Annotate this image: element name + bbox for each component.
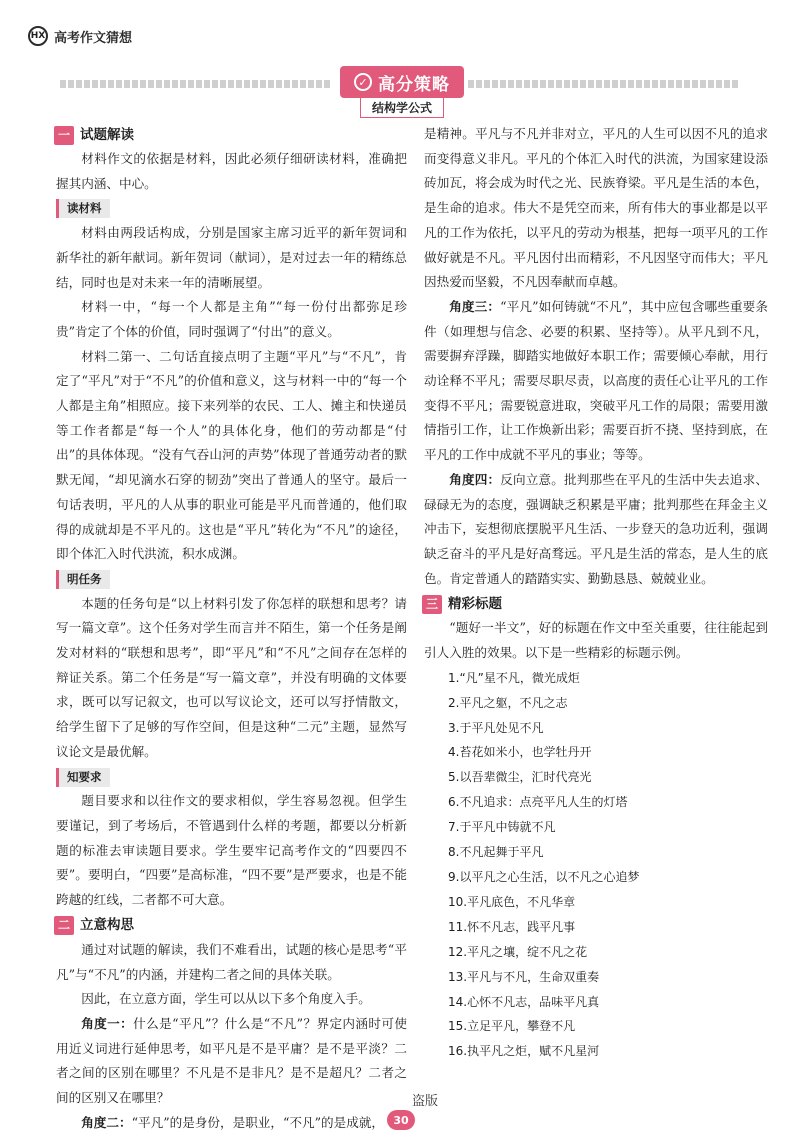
title-item: 15.立足平凡，攀登不凡 (448, 1019, 576, 1034)
paragraph: “题好一半文”，好的标题在作文中至关重要，往往能起到引人入胜的效果。以下是一些精彩的标题示例。 (424, 620, 768, 661)
angle-text: 什么是“平凡”？什么是“不凡”？界定内涵时可使用近义词进行延伸思考，如平凡是不是平庸？是不是平淡？二者之间的区别在哪里？不凡是不是非凡？是不是超凡？二者之间的区别又在哪里？ (56, 1015, 407, 1106)
banner-subtitle: 结构学公式 (360, 98, 444, 118)
title-item: 9.以平凡之心生活，以不凡之心追梦 (448, 870, 640, 885)
brand-logo: HX (28, 26, 48, 46)
title-item: 7.于平凡中铸就不凡 (448, 820, 556, 835)
paragraph: 材料作文的依据是材料，因此必须仔细研读材料，准确把握其内涵、中心。 (56, 151, 407, 191)
title-item: 6.不凡追求：点亮平凡人生的灯塔 (448, 795, 628, 810)
paragraph: 本题的任务句是“以上材料引发了你怎样的联想和思考？请写一篇文章”。这个任务对学生而言并不陌生，第一个任务是阐发对材料的“联想和思考”，即“平凡”和“不凡”之间存在怎样的辩证关系。第二个任务是“写一篇文章”，并没有明确的文体要求，既可以写记叙文，也可以写议论文，还可以写抒情散文，给学生留下了足够的写作空间，但是这种“二元”主题，显然写议论文是最优解。 (56, 595, 407, 759)
right-column (424, 122, 768, 1064)
section-number: 二 (54, 916, 74, 935)
paragraph: 材料由两段话构成，分别是国家主席习近平的新年贺词和新华社的新年献词。新年贺词（献词），是对过去一年的精练总结，同时也是对未来一年的清晰展望。 (56, 225, 407, 290)
section-heading-3 (422, 593, 768, 615)
book-title: 高考作文猜想 (54, 30, 133, 46)
title-item: 10.平凡底色，不凡华章 (448, 894, 576, 909)
title-item: 5.以吾辈微尘，汇时代亮光 (448, 770, 592, 785)
title-item: 16.执平凡之炬，赋不凡星河 (448, 1044, 600, 1059)
angle-paragraph (56, 1111, 407, 1136)
left-column (56, 122, 407, 1135)
angle-lead: 角度四： (449, 471, 501, 487)
title-item: 1.“凡”星不凡，微光成炬 (448, 670, 580, 685)
banner-divider-right (468, 80, 740, 88)
check-circle-icon: ✓ (354, 73, 372, 91)
section-heading-1 (54, 124, 407, 146)
watermark-stamp: 盗版 (412, 1094, 439, 1109)
paragraph: 是精神。平凡与不凡并非对立，平凡的人生可以因不凡的追求而变得意义非凡。平凡的个体汇入时代的洪流，为国家建设添砖加瓦，将会成为时代之光、民族脊梁。平凡是生活的本色，是生命的追求。伟大不是凭空而来，所有伟大的事业都是以平凡的工作为依托，以平凡的劳动为根基，把每一项平凡的工作做好就是不凡。平凡因付出而精彩，不凡因坚守而伟大；平凡因热爱而坚毅，不凡因奉献而卓越。 (424, 126, 768, 290)
paragraph: 因此，在立意方面，学生可以从以下多个角度入手。 (81, 991, 371, 1007)
section-heading-2 (54, 915, 407, 937)
title-item: 4.苔花如米小，也学牡丹开 (448, 745, 592, 760)
sub-tag-material: 读材料 (56, 199, 110, 218)
page-header (28, 26, 132, 46)
paragraph: 题目要求和以往作文的要求相似，学生容易忽视。但学生要谨记，到了考场后，不管遇到什么样的考题，都要以分析新题的标准去审读题目要求。学生要牢记高考作文的“四要四不要”。要明白，“四要”是高标准，“四不要”是严要求，也是不能跨越的红线，二者都不可大意。 (56, 793, 407, 908)
sub-tag-task: 明任务 (56, 570, 110, 589)
angle-lead: 角度二： (81, 1114, 132, 1130)
title-item: 13.平凡与不凡，生命双重奏 (448, 969, 600, 984)
page-number: 30 (387, 1110, 415, 1130)
section-number: 一 (54, 126, 74, 145)
section-number: 三 (422, 595, 442, 614)
angle-text: “平凡”的是身份，是职业，“不凡”的是成就， (131, 1114, 385, 1130)
banner (340, 66, 464, 98)
section-title: 精彩标题 (448, 596, 502, 613)
sub-tag-requirement: 知要求 (56, 768, 110, 787)
title-list (424, 666, 768, 1065)
paragraph: 通过对试题的解读，我们不难看出，试题的核心是思考“平凡”与“不凡”的内涵，并建构二者之间的具体关联。 (56, 941, 407, 982)
section-title: 试题解读 (80, 126, 134, 143)
title-item: 12.平凡之壤，绽不凡之花 (448, 944, 588, 959)
title-item: 11.怀不凡志，践平凡事 (448, 919, 576, 934)
angle-text: 反向立意。批判那些在平凡的生活中失去追求、碌碌无为的态度，强调缺乏积累是平庸；批判那些在拜金主义冲击下，妄想彻底摆脱平凡生活、一步登天的急功近利，强调缺乏奋斗的平凡是好高骛远。平凡是生活的常态，是人生的底色。肯定普通人的踏踏实实、勤勤恳恳、兢兢业业。 (424, 471, 769, 586)
angle-paragraph (424, 468, 768, 592)
title-item: 14.心怀不凡志，品味平凡真 (448, 994, 600, 1009)
section-title: 立意构思 (80, 917, 134, 934)
angle-paragraph (424, 295, 768, 468)
paragraph: 材料二第一、二句话直接点明了主题“平凡”与“不凡”，肯定了“平凡”对于“不凡”的价值和意义，这与材料一中的“每一个人都是主角”相照应。接下来列举的农民、工人、摊主和快递员等工作者都是“每一个人”的具体化身，他们的劳动都是“付出”的具体体现。“没有气吞山河的声势”体现了普通劳动者的默默无闻，“却见滴水石穿的韧劲”突出了普通人的坚守。最后一句话表明，平凡的人从事的职业可能是平凡而普通的，他们取得的成就却是不平凡的。这也是“平凡”转化为“不凡”的途径，即个体汇入时代洪流，积水成渊。 (56, 348, 407, 562)
banner-divider-left (60, 80, 332, 88)
angle-lead: 角度一： (81, 1015, 134, 1031)
paragraph: 材料一中，“每一个人都是主角”“每一份付出都弥足珍贵”肯定了个体的价值，同时强调了“付出”的意义。 (56, 299, 407, 339)
angle-paragraph (56, 1012, 407, 1111)
title-item: 2.平凡之躯，不凡之志 (448, 695, 568, 710)
angle-text: “平凡”如何铸就“不凡”，其中应包含哪些重要条件（如理想与信念、必要的积累、坚持等）。从平凡到不凡，需要摒弃浮躁，脚踏实地做好本职工作；需要倾心奉献，用行动诠释不平凡；需要尽职尽责，以高度的责任心让平凡的工作变得不平凡；需要锐意进取，突破平凡工作的局限；需要用激情指引工作，让工作焕新出彩；需要百折不挠、坚持到底，在平凡的工作中成就不平凡的事业；等等。 (424, 298, 768, 463)
banner-title: 高分策略 (378, 74, 450, 95)
angle-lead: 角度三： (449, 298, 501, 314)
title-item: 3.于平凡处见不凡 (448, 720, 544, 735)
title-item: 8.不凡起舞于平凡 (448, 845, 544, 860)
